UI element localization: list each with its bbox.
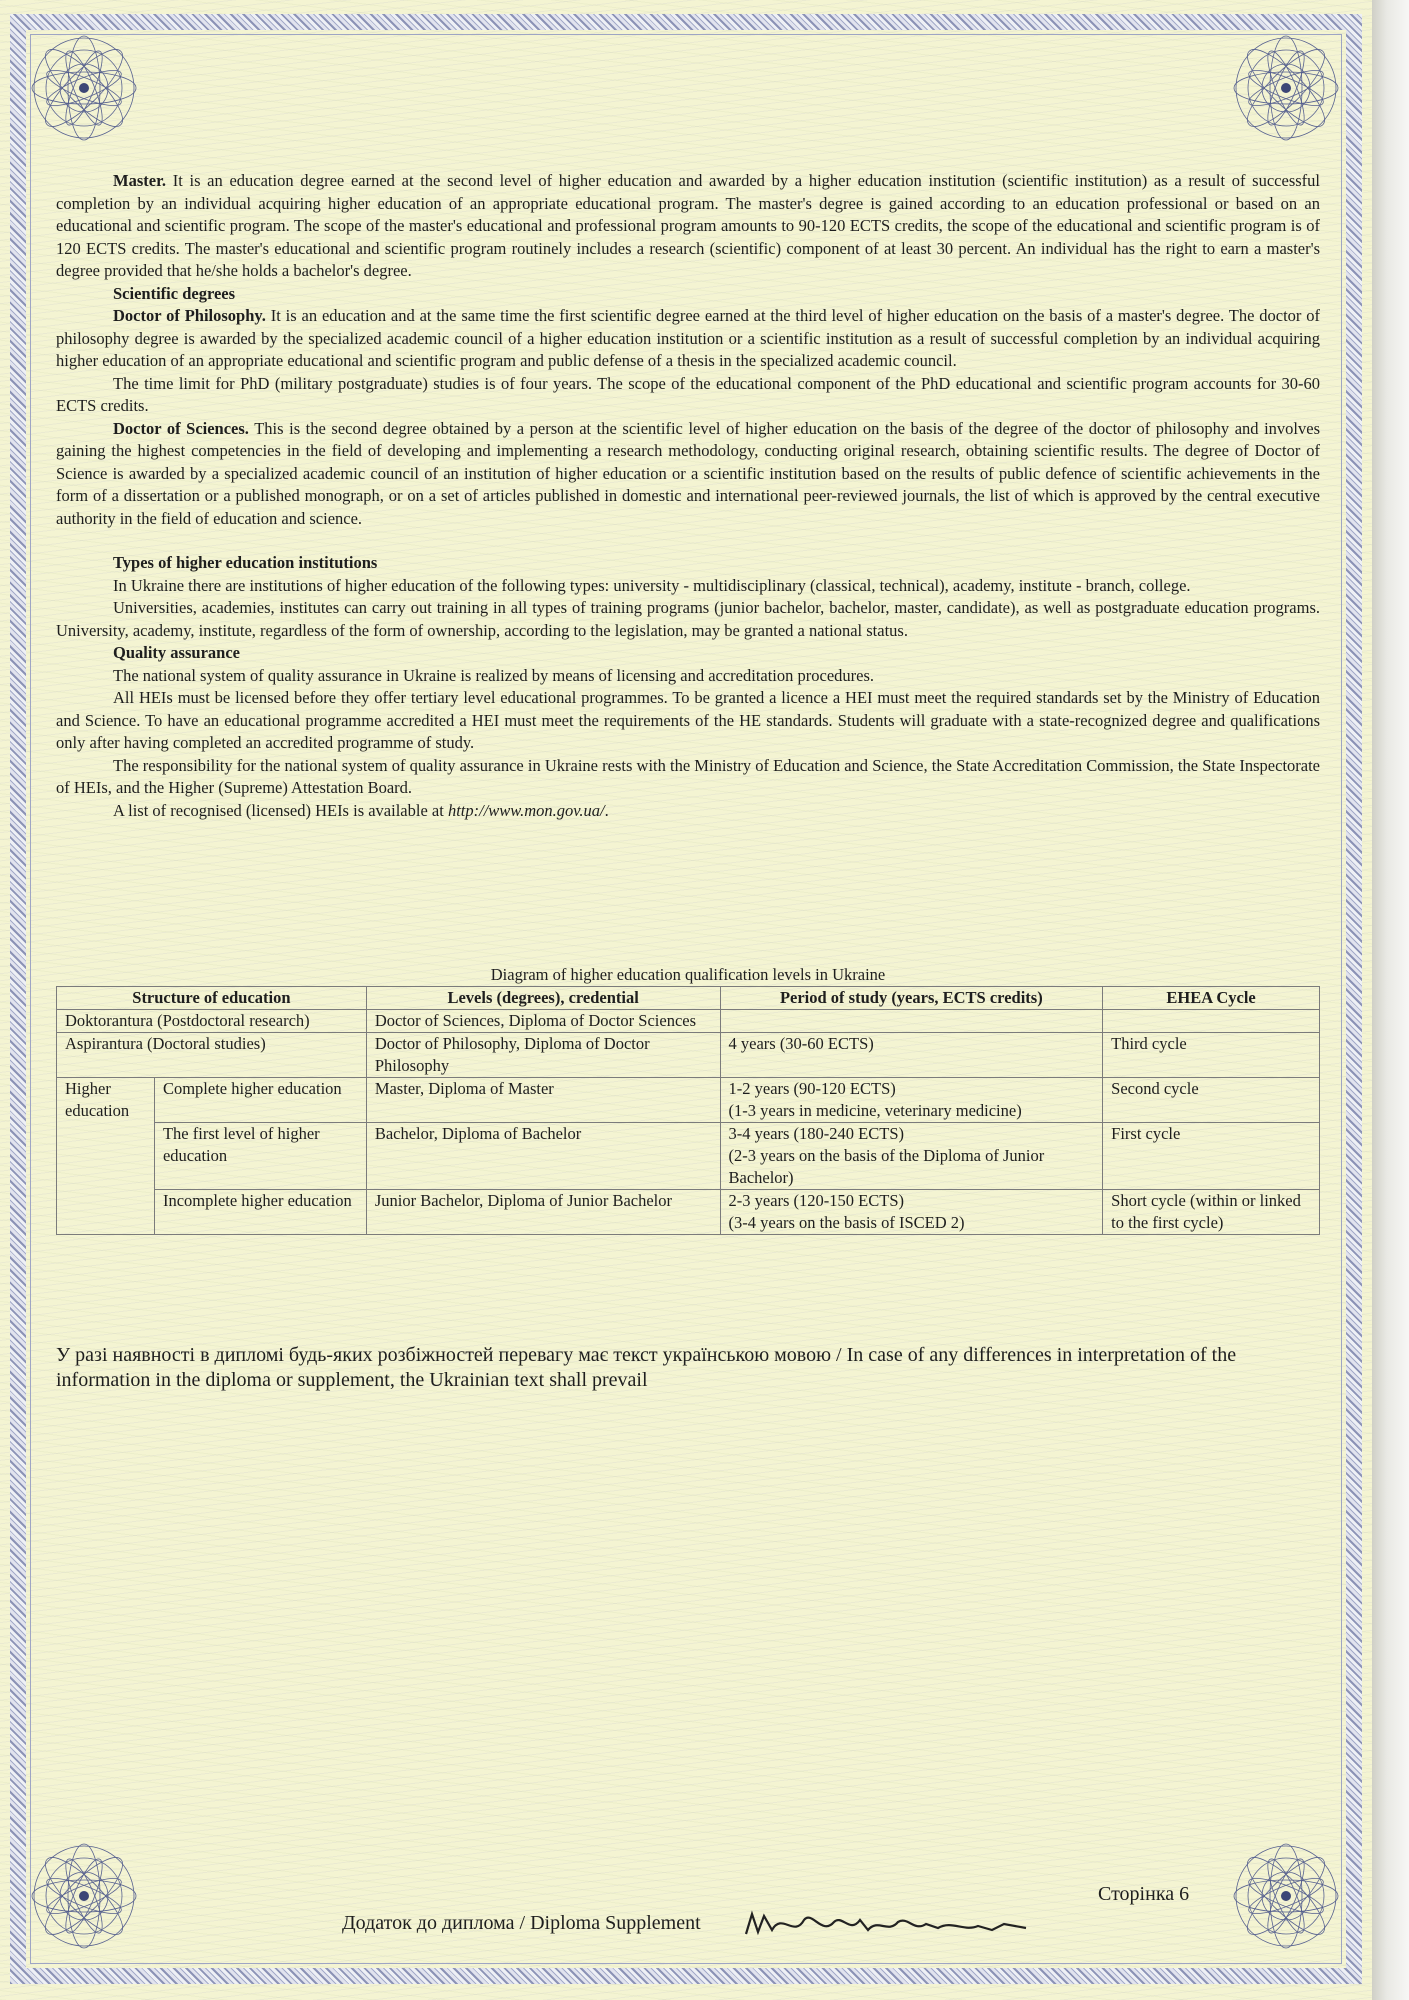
period-note: (2-3 years on the basis of the Diploma of Junior Bachelor)	[728, 1146, 1045, 1187]
level-cell: Doctor of Sciences, Diploma of Doctor Sciences	[366, 1010, 720, 1033]
cycle-cell: Second cycle	[1103, 1078, 1320, 1123]
period-cell	[720, 1190, 1103, 1235]
table-row	[57, 1123, 1320, 1190]
types-paragraph-2: Universities, academies, institutes can carry out training in all types of training programs (junior bachelor, bachelor, master, candidate), as well as postgraduate education programs. University, academy, institute, regardless of the form of ownership, according to the legislation, may be granted a national status.	[56, 598, 1320, 640]
header-levels: Levels (degrees), credential	[366, 987, 720, 1010]
scientific-degrees-heading: Scientific degrees	[113, 283, 236, 303]
qa-end: .	[604, 800, 609, 820]
period-cell: 4 years (30-60 ECTS)	[720, 1033, 1103, 1078]
phd-term: Doctor of Philosophy.	[113, 306, 266, 325]
master-term: Master.	[113, 171, 166, 190]
mon-link[interactable]: http://www.mon.gov.ua/	[447, 800, 605, 820]
qa-text-4: A list of recognised (licensed) HEIs is available at	[113, 800, 444, 820]
structure-cell: Complete higher education	[154, 1078, 366, 1123]
structure-cell: Incomplete higher education	[154, 1190, 366, 1235]
types-paragraph-1: In Ukraine there are institutions of higher education of the following types: university - multidisciplinary (classical, technical), academy, institute - branch, college.	[113, 575, 1191, 595]
table-row	[57, 1190, 1320, 1235]
period-line: 1-2 years (90-120 ECTS)	[728, 1079, 896, 1098]
phd-time-paragraph: The time limit for PhD (military postgraduate) studies is of four years. The scope of the educational component of the PhD educational and scientific program accounts for 30-60 ECTS credits.	[56, 373, 1320, 415]
page-edge-shadow	[1372, 0, 1409, 2000]
cycle-cell	[1103, 1010, 1320, 1033]
cycle-cell: Third cycle	[1103, 1033, 1320, 1078]
header-structure: Structure of education	[57, 987, 367, 1010]
corner-rosette-icon	[24, 28, 144, 148]
table-row	[57, 1033, 1320, 1078]
page-number: Сторінка 6	[1098, 1883, 1190, 1905]
level-cell: Master, Diploma of Master	[366, 1078, 720, 1123]
period-note: (3-4 years on the basis of ISCED 2)	[728, 1213, 965, 1232]
corner-rosette-icon	[1226, 1836, 1346, 1956]
cycle-cell: Short cycle (within or linked to the first cycle)	[1103, 1190, 1320, 1235]
phd-paragraph	[56, 305, 1320, 373]
table-row	[57, 1078, 1320, 1123]
period-cell	[720, 1123, 1103, 1190]
header-cycle: EHEA Cycle	[1103, 987, 1320, 1010]
higher-education-cell: Higher education	[57, 1078, 155, 1235]
qualification-levels-table	[56, 986, 1320, 1235]
structure-cell: Doktorantura (Postdoctoral research)	[57, 1010, 367, 1033]
qa-paragraph-1: The national system of quality assurance in Ukraine is realized by means of licensing and accreditation procedures.	[113, 665, 875, 685]
qa-paragraph-2: All HEIs must be licensed before they offer tertiary level educational programmes. To be granted a licence a HEI must meet the required standards set by the Ministry of Education and Science. To have an educational programme accredited a HEI must meet the requirements of the HE standards. Students will graduate with a state-recognized degree and qualifications only after having completed an accredited programme of study.	[56, 688, 1320, 752]
corner-rosette-icon	[1226, 28, 1346, 148]
corner-rosette-icon	[24, 1836, 144, 1956]
quality-assurance-heading: Quality assurance	[113, 643, 240, 662]
spacer	[56, 530, 1320, 552]
footer-title: Додаток до диплома / Diploma Supplement	[342, 1912, 701, 1934]
master-paragraph	[56, 170, 1320, 283]
level-cell: Junior Bachelor, Diploma of Junior Bachelor	[366, 1190, 720, 1235]
cycle-cell: First cycle	[1103, 1123, 1320, 1190]
diagram-title: Diagram of higher education qualification levels in Ukraine	[490, 965, 886, 984]
structure-cell: Aspirantura (Doctoral studies)	[57, 1033, 367, 1078]
qa-paragraph-3: The responsibility for the national system of quality assurance in Ukraine rests with the Ministry of Education and Science, the State Accreditation Commission, the State Inspectorate of HEIs, and the Higher (Supreme) Attestation Board.	[56, 755, 1320, 797]
master-text: It is an education degree earned at the second level of higher education and awarded by a higher education institution (scientific institution) as a result of successful completion by an individual acquiring higher education of an appropriate educational program. The master's degree is gained according to an education professional or based on an educational and scientific program. The scope of the master's educational and professional program amounts to 90-120 ECTS credits, the scope of the educational and scientific program is of 120 ECTS credits. The master's educational and scientific program routinely includes a research (scientific) component of at least 30 percent. An individual has the right to earn a master's degree provided that he/she holds a bachelor's degree.	[56, 171, 1320, 280]
period-cell	[720, 1078, 1103, 1123]
dsc-term: Doctor of Sciences.	[113, 418, 249, 438]
structure-cell: The first level of higher education	[154, 1123, 366, 1190]
level-cell: Doctor of Philosophy, Diploma of Doctor Philosophy	[366, 1033, 720, 1078]
document-body	[56, 170, 1320, 822]
signature-icon	[742, 1908, 1034, 1940]
period-line: 2-3 years (120-150 ECTS)	[728, 1191, 905, 1210]
period-note: (1-3 years in medicine, veterinary medicine)	[728, 1101, 1022, 1120]
table-header-row	[57, 987, 1320, 1010]
dsc-paragraph	[56, 418, 1320, 531]
period-cell	[720, 1010, 1103, 1033]
table-row	[57, 1010, 1320, 1033]
header-period: Period of study (years, ECTS credits)	[720, 987, 1103, 1010]
qa-paragraph-4	[56, 800, 1320, 823]
period-line: 3-4 years (180-240 ECTS)	[728, 1124, 905, 1143]
types-heading: Types of higher education institutions	[113, 553, 378, 572]
phd-text: It is an education and at the same time the first scientific degree earned at the third level of higher education on the basis of a master's degree. The doctor of philosophy degree is awarded by the specialized academic council of a higher education institution or a scientific institution as a result of successful completion by an individual acquiring higher education of an appropriate educational and scientific program and public defense of a thesis in the specialized academic council.	[56, 306, 1321, 370]
language-precedence-notice: У разі наявності в дипломі будь-яких розбіжностей перевагу має текст українською мовою / In case of any differences in interpretation of the information in the diploma or supplement, the Ukrainian text shall prevail	[56, 1344, 1237, 1391]
level-cell: Bachelor, Diploma of Bachelor	[366, 1123, 720, 1190]
dsc-text: This is the second degree obtained by a person at the scientific level of higher education on the basis of the degree of the doctor of philosophy and involves gaining the highest competencies in the field of developing and implementing a research methodology, conducting original research, obtaining scientific results. The degree of Doctor of Science is awarded by a specialized academic council of an institution of higher education or a scientific institution based on the results of public defence of scientific achievements in the form of a dissertation or a published monograph, or on a set of articles published in domestic and international peer-reviewed journals, the list of which is approved by the central executive authority in the field of education and science.	[56, 418, 1321, 528]
